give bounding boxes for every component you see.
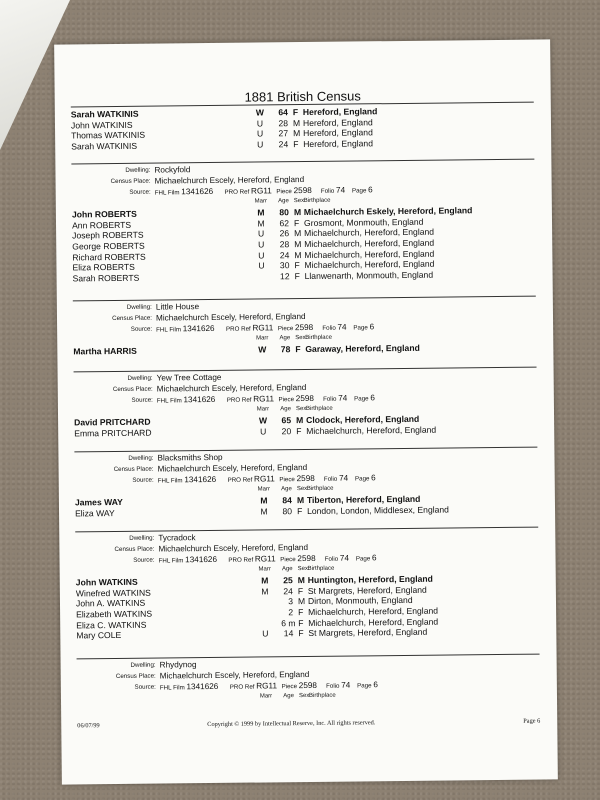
source-field-label: Folio: [324, 555, 340, 563]
birthplace-header: Birthplace: [306, 485, 334, 492]
dwelling-label: Dwelling:: [130, 661, 156, 669]
person-birthplace: Garaway, Hereford, England: [305, 342, 420, 355]
person-sex: F: [298, 628, 304, 639]
source-field-label: Page: [355, 555, 373, 563]
person-name: Sarah WATKINIS: [70, 108, 139, 120]
source-field-value: 2598: [296, 473, 324, 484]
source-field-value: 1341626: [183, 394, 227, 405]
person-age: 14: [283, 628, 294, 639]
census-place-value: Michaelchurch Escely, Hereford, England: [157, 462, 308, 474]
source-value: [157, 393, 375, 404]
source-field-value: RG11: [253, 474, 280, 484]
person-sex: F: [298, 607, 304, 618]
person-sex: F: [292, 107, 299, 118]
person-sex: F: [293, 139, 299, 150]
source-field-value: 2598: [294, 322, 323, 333]
person-birthplace: Hereford, England: [303, 127, 373, 139]
sex-header: Sex: [295, 405, 307, 413]
person-birthplace: Hereford, England: [302, 106, 378, 118]
source-field-value: 6: [371, 553, 377, 563]
census-place-value: Michaelchurch Escely, Hereford, England: [159, 669, 310, 681]
footer-copyright: Copyright © 1999 by Intellectual Reserve, Inc. All rights reserved.: [207, 719, 376, 729]
source-field-value: 1341626: [181, 186, 225, 197]
source-field-value: 2598: [293, 185, 321, 196]
dwelling-label: Dwelling:: [125, 166, 151, 174]
source-label: Source:: [129, 188, 151, 196]
marr-header: Marr: [258, 566, 271, 573]
census-place-value: Michaelchurch Escely, Hereford, England: [154, 175, 305, 186]
person-name: Emma PRITCHARD: [74, 427, 152, 439]
source-field-value: 1341626: [186, 681, 230, 692]
dwelling-value: Tycradock: [158, 533, 196, 543]
person-name: Martha HARRIS: [73, 345, 137, 357]
source-field-label: FHL Film: [159, 684, 187, 692]
census-place-value: Michaelchurch Escely, Hereford, England: [156, 382, 307, 394]
source-field-label: Piece: [276, 188, 294, 196]
person-sex: M: [294, 228, 302, 239]
person-marital-status: M: [257, 207, 265, 218]
source-field-label: PRO Ref: [228, 556, 255, 564]
source-label: Source:: [132, 476, 154, 484]
source-field-value: 1341626: [185, 554, 229, 565]
person-marital-status: M: [260, 506, 268, 517]
source-field-label: Page: [357, 682, 374, 690]
person-age: 27: [278, 128, 289, 139]
person-name: Ann ROBERTS: [71, 219, 132, 231]
dwelling-value: Rhydynog: [159, 660, 197, 670]
person-sex: F: [294, 260, 300, 271]
marr-header: Marr: [256, 406, 270, 413]
source-field-label: PRO Ref: [229, 683, 257, 691]
page-title: 1881 British Census: [244, 88, 361, 105]
person-sex: F: [295, 344, 301, 355]
person-sex: M: [294, 249, 302, 260]
dwelling-value: Rockyfold: [154, 165, 191, 175]
person-age: 65: [281, 415, 292, 426]
sex-header: Sex: [298, 692, 310, 700]
source-field-value: 74: [337, 322, 354, 332]
source-field-value: RG11: [253, 394, 279, 404]
dwelling-label: Dwelling:: [129, 534, 155, 542]
birthplace-header: Birthplace: [303, 197, 331, 205]
person-sex: F: [296, 505, 303, 516]
person-marital-status: U: [256, 118, 264, 129]
source-field-label: Folio: [323, 395, 339, 403]
person-marital-status: U: [258, 260, 265, 271]
person-sex: M: [294, 239, 302, 250]
person-age: 64: [278, 107, 288, 118]
person-age: 20: [281, 425, 292, 436]
person-age: 80: [282, 505, 293, 516]
person-name: Richard ROBERTS: [72, 251, 146, 263]
household: [74, 450, 538, 519]
source-label: Source:: [133, 556, 155, 564]
dwelling-value: Yew Tree Cottage: [156, 372, 222, 383]
source-field-value: 6: [373, 680, 378, 690]
source-field-value: 1341626: [184, 474, 228, 485]
census-place-value: Michaelchurch Escely, Hereford, England: [155, 311, 306, 323]
person-birthplace: Michaelchurch, Hereford, England: [304, 227, 435, 239]
source-field-label: PRO Ref: [226, 396, 254, 404]
person-marital-status: W: [258, 415, 268, 426]
age-header: Age: [280, 406, 292, 413]
source-field-value: 74: [338, 393, 355, 403]
person-name: Sarah WATKINIS: [71, 140, 138, 152]
person-name: John ROBERTS: [71, 208, 137, 220]
person-age: 6 m: [281, 617, 296, 629]
source-field-value: 6: [370, 393, 375, 403]
person-birthplace: Hereford, England: [303, 138, 373, 150]
person-marital-status: U: [256, 128, 264, 139]
person-marital-status: U: [257, 139, 264, 150]
source-field-label: Piece: [278, 396, 296, 404]
birthplace-header: Birthplace: [308, 692, 336, 699]
person-sex: M: [297, 596, 306, 607]
source-field-label: PRO Ref: [224, 188, 252, 196]
source-field-value: 74: [335, 185, 353, 195]
sex-header: Sex: [296, 485, 308, 493]
person-marital-status: U: [260, 426, 267, 437]
census-page: [54, 39, 558, 784]
person-birthplace: Grosmont, Monmouth, England: [303, 216, 424, 228]
source-field-value: 74: [339, 553, 356, 563]
household-continued: [71, 105, 534, 153]
source-value: [160, 680, 378, 691]
age-header: Age: [281, 486, 292, 493]
person-age: 78: [280, 344, 291, 355]
source-value: [156, 322, 374, 333]
person-marital-status: U: [258, 250, 265, 261]
source-field-label: FHL Film: [154, 189, 182, 197]
source-field-label: FHL Film: [156, 397, 184, 405]
person-birthplace: Clodock, Hereford, England: [306, 413, 420, 425]
person-birthplace: Michaelchurch, Hereford, England: [304, 237, 435, 250]
page-footer: [77, 717, 541, 730]
marr-header: Marr: [254, 198, 267, 205]
person-marital-status: U: [258, 239, 265, 250]
person-marital-status: U: [257, 228, 265, 239]
person-name: Thomas WATKINIS: [71, 130, 146, 141]
person-name: John A. WATKINS: [75, 598, 146, 609]
person-birthplace: Michaelchurch, Hereford, England: [306, 424, 437, 436]
person-marital-status: U: [262, 628, 269, 639]
source-field-label: Folio: [322, 324, 338, 332]
source-value: [155, 185, 373, 196]
age-header: Age: [281, 566, 293, 573]
age-header: Age: [278, 198, 289, 205]
census-place-value: Michaelchurch Escely, Hereford, England: [158, 542, 309, 554]
person-birthplace: Huntington, Hereford, England: [307, 573, 433, 585]
source-label: Source:: [130, 325, 153, 333]
source-value: [158, 553, 376, 564]
census-place-label: Census Place:: [112, 385, 153, 394]
source-field-label: Piece: [279, 476, 297, 484]
source-field-label: Page: [351, 187, 369, 195]
person-birthplace: Michaelchurch, Hereford, England: [304, 259, 435, 271]
person-name: Eliza WAY: [74, 507, 115, 519]
source-field-label: Folio: [323, 475, 340, 483]
person-age: 62: [279, 217, 290, 228]
dwelling-label: Dwelling:: [127, 374, 153, 382]
source-field-label: Page: [354, 475, 372, 483]
person-name: Winefred WATKINS: [75, 587, 151, 599]
marr-header: Marr: [256, 335, 269, 342]
person-sex: F: [296, 425, 302, 436]
person-sex: F: [297, 585, 304, 596]
person-marital-status: M: [257, 218, 265, 229]
source-field-label: FHL Film: [156, 326, 183, 334]
source-field-value: 74: [338, 473, 356, 483]
person-name: Eliza C. WATKINS: [76, 619, 147, 631]
source-field-value: RG11: [256, 681, 282, 691]
person-age: 12: [279, 271, 290, 282]
footer-page: Page 6: [523, 717, 541, 725]
person-name: Mary COLE: [76, 630, 122, 641]
sex-header: Sex: [297, 565, 309, 573]
person-name: Joseph ROBERTS: [72, 230, 144, 241]
source-field-value: 6: [371, 473, 376, 483]
sex-header: Sex: [293, 198, 305, 205]
source-field-value: 1341626: [182, 323, 227, 334]
person-age: 28: [278, 117, 289, 128]
source-field-value: RG11: [250, 186, 277, 196]
person-birthplace: Michaelchurch Eskely, Hereford, England: [303, 205, 473, 218]
person-marital-status: W: [255, 107, 264, 118]
birthplace-header: Birthplace: [305, 405, 333, 412]
marr-header: Marr: [259, 693, 273, 700]
person-age: 80: [279, 207, 289, 218]
person-marital-status: M: [261, 586, 269, 597]
person-name: Sarah ROBERTS: [72, 272, 140, 284]
person-name: Eliza ROBERTS: [72, 262, 135, 273]
source-field-label: PRO Ref: [225, 325, 253, 333]
person-name: John WATKINIS: [70, 119, 133, 131]
age-header: Age: [279, 335, 291, 342]
person-sex: M: [292, 117, 301, 128]
source-field-label: Piece: [281, 683, 299, 691]
person-name: James WAY: [74, 496, 123, 508]
person-birthplace: St Margrets, Hereford, England: [308, 627, 428, 639]
age-header: Age: [283, 693, 295, 700]
source-field-value: 2598: [295, 393, 324, 404]
person-age: 84: [282, 495, 292, 506]
source-field-value: RG11: [252, 323, 278, 333]
person-sex: M: [293, 128, 301, 139]
person-sex: M: [293, 207, 302, 218]
marr-header: Marr: [257, 486, 271, 493]
person-sex: F: [298, 617, 304, 628]
person-age: 30: [279, 260, 290, 271]
dwelling-value: Blacksmiths Shop: [157, 452, 223, 463]
source-field-value: 6: [369, 322, 375, 332]
person-sex: F: [294, 271, 300, 282]
person-age: 24: [278, 139, 289, 150]
source-field-label: Piece: [280, 556, 298, 564]
footer-date: 06/07/99: [77, 722, 100, 730]
source-value: [158, 473, 376, 484]
person-age: 24: [283, 585, 293, 596]
person-name: John WATKINS: [75, 576, 138, 588]
source-field-value: 6: [368, 185, 373, 195]
household: [77, 657, 540, 705]
person-marital-status: W: [258, 344, 267, 355]
person-age: 25: [283, 575, 293, 586]
person-birthplace: Michaelchurch, Hereford, England: [304, 248, 435, 260]
household: [74, 370, 538, 439]
person-name: Elizabeth WATKINS: [76, 608, 153, 620]
birthplace-header: Birthplace: [305, 334, 332, 342]
source-field-label: Page: [353, 324, 370, 332]
source-field-value: 74: [341, 680, 358, 690]
source-field-label: PRO Ref: [227, 476, 255, 484]
source-field-label: FHL Film: [157, 477, 185, 485]
source-label: Source:: [134, 683, 156, 691]
source-field-value: 2598: [297, 553, 325, 564]
person-name: David PRITCHARD: [74, 416, 151, 428]
person-sex: M: [297, 575, 305, 586]
person-age: 3: [288, 596, 294, 607]
census-place-label: Census Place:: [110, 177, 151, 186]
source-field-label: Folio: [326, 682, 342, 690]
person-birthplace: Dirton, Monmouth, England: [307, 595, 413, 607]
dwelling-label: Dwelling:: [128, 454, 154, 462]
census-place-label: Census Place:: [113, 465, 154, 474]
person-age: 26: [279, 228, 290, 239]
source-field-label: Folio: [320, 187, 337, 195]
census-place-label: Census Place:: [115, 672, 156, 681]
household: [73, 299, 537, 358]
source-label: Source:: [131, 396, 153, 404]
dwelling-label: Dwelling:: [126, 303, 152, 311]
source-field-label: Piece: [277, 325, 296, 333]
person-marital-status: M: [260, 495, 268, 506]
person-birthplace: Llanwenarth, Monmouth, England: [304, 269, 434, 282]
source-field-label: Page: [354, 395, 371, 403]
person-sex: M: [296, 495, 305, 506]
person-name: George ROBERTS: [72, 240, 145, 252]
birthplace-header: Birthplace: [307, 565, 335, 572]
household: [75, 530, 539, 642]
household: [71, 162, 535, 285]
person-birthplace: Michaelchurch, Hereford, England: [308, 616, 439, 628]
census-place-label: Census Place:: [112, 314, 153, 323]
person-birthplace: Hereford, England: [302, 116, 373, 128]
sex-header: Sex: [295, 335, 306, 342]
person-age: 28: [279, 239, 290, 250]
person-birthplace: Tiberton, Hereford, England: [306, 493, 421, 505]
person-age: 24: [279, 249, 290, 261]
dwelling-value: Little House: [155, 302, 200, 312]
person-marital-status: M: [261, 575, 269, 586]
person-sex: M: [296, 415, 304, 426]
person-birthplace: Michaelchurch, Hereford, England: [308, 605, 439, 618]
source-field-value: 2598: [298, 680, 327, 691]
person-age: 2: [288, 607, 294, 618]
person-sex: F: [293, 217, 300, 228]
source-field-value: RG11: [254, 554, 281, 564]
person-birthplace: St Margrets, Hereford, England: [307, 584, 427, 596]
person-birthplace: London, London, Middlesex, England: [306, 504, 449, 516]
census-place-label: Census Place:: [114, 545, 155, 554]
source-field-label: FHL Film: [158, 557, 186, 565]
